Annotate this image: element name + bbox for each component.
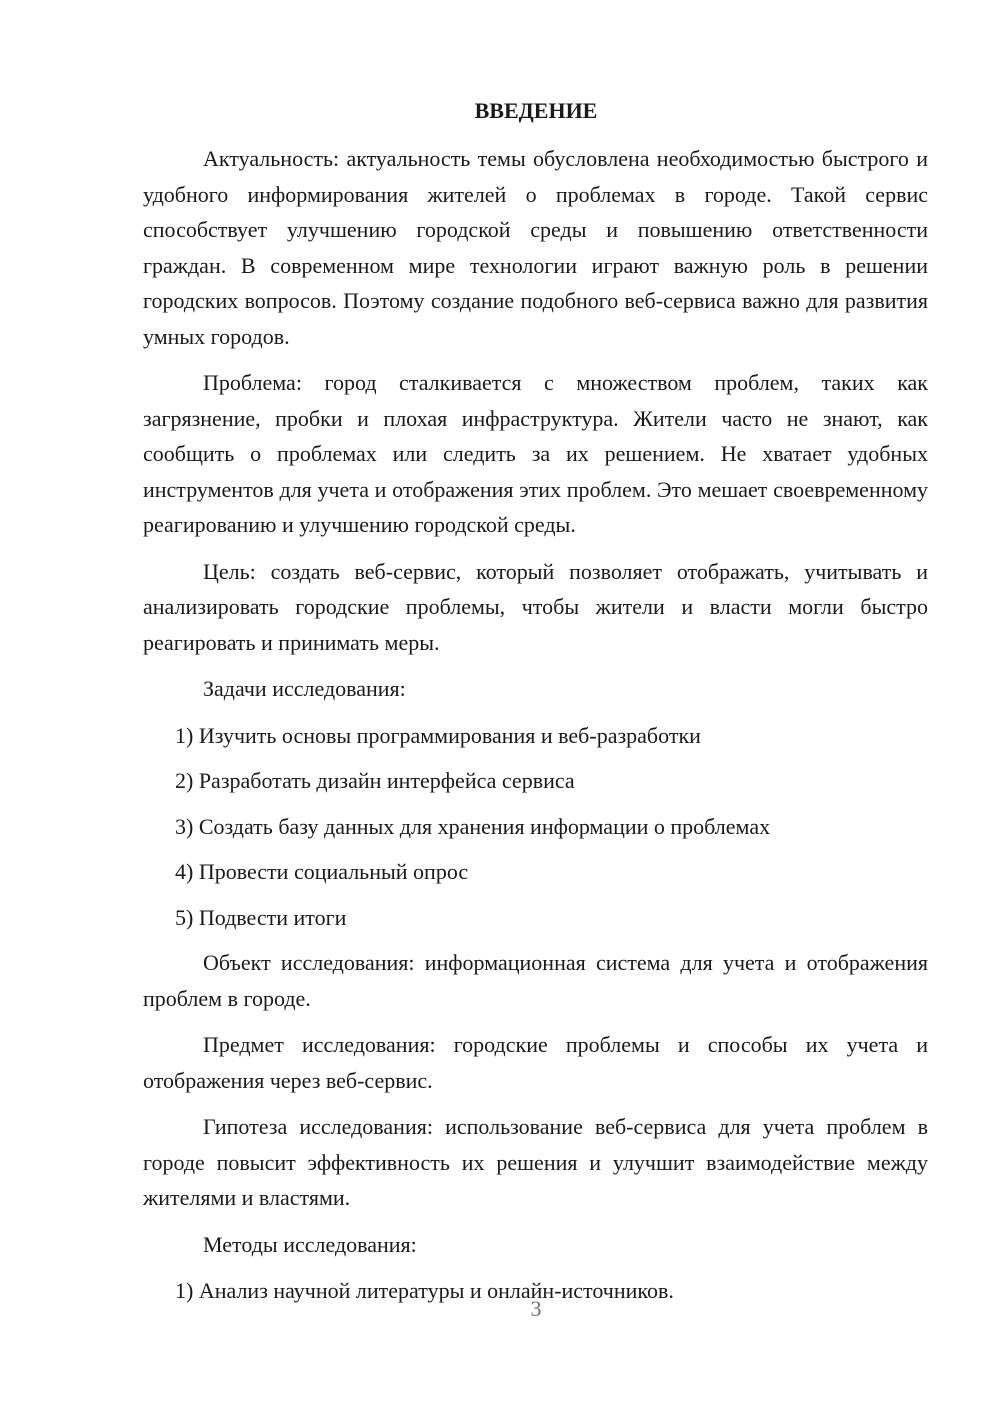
page-number: 3	[530, 1296, 542, 1321]
list-item: 1) Изучить основы программирования и веб-разработки	[175, 722, 701, 748]
hypothesis-paragraph: Гипотеза исследования: использование веб-сервиса для учета проблем в городе повысит эффективность их решения и улучшит взаимодействие между жителями и властями.	[143, 1114, 928, 1210]
list-item: 4) Провести социальный опрос	[175, 859, 469, 884]
problem-paragraph: Проблема: город сталкивается с множеством проблем, таких как загрязнение, пробки и плохая инфраструктура. Жители часто не знают, как сообщить о проблемах или следить за их решением. Не хватает удобных инструментов для учета и отображения этих проблем. Это мешает своевременному реагированию и улучшению городской среды.	[143, 370, 928, 537]
list-item: 5) Подвести итоги	[175, 904, 347, 930]
tasks-list	[143, 718, 928, 936]
list-item: 2) Разработать дизайн интерфейса сервиса	[175, 768, 575, 793]
object-paragraph: Объект исследования: информационная система для учета и отображения проблем в городе.	[143, 950, 928, 1011]
tasks-heading: Задачи исследования:	[203, 676, 406, 701]
subject-paragraph: Предмет исследования: городские проблемы и способы их учета и отображения через веб-сервис.	[143, 1032, 928, 1093]
goal-paragraph: Цель: создать веб-сервис, который позволяет отображать, учитывать и анализировать городские проблемы, чтобы жители и власти могли быстро реагировать и принимать меры.	[143, 558, 928, 655]
list-item: 3) Создать базу данных для хранения информации о проблемах	[175, 813, 771, 839]
relevance-paragraph: Актуальность: актуальность темы обусловлена необходимостью быстрого и удобного информирования жителей о проблемах в городе. Такой сервис способствует улучшению городской среды и повышению ответственности граждан. В современном мире технологии играют важную роль в решении городских вопросов. Поэтому создание подобного веб-сервиса важно для развития умных городов.	[143, 146, 928, 349]
list-item: 1) Анализ научной литературы и онлайн-источников.	[175, 1278, 674, 1303]
section-title: ВВЕДЕНИЕ	[474, 98, 598, 123]
page-body	[143, 141, 928, 1319]
methods-heading: Методы исследования:	[203, 1231, 417, 1257]
